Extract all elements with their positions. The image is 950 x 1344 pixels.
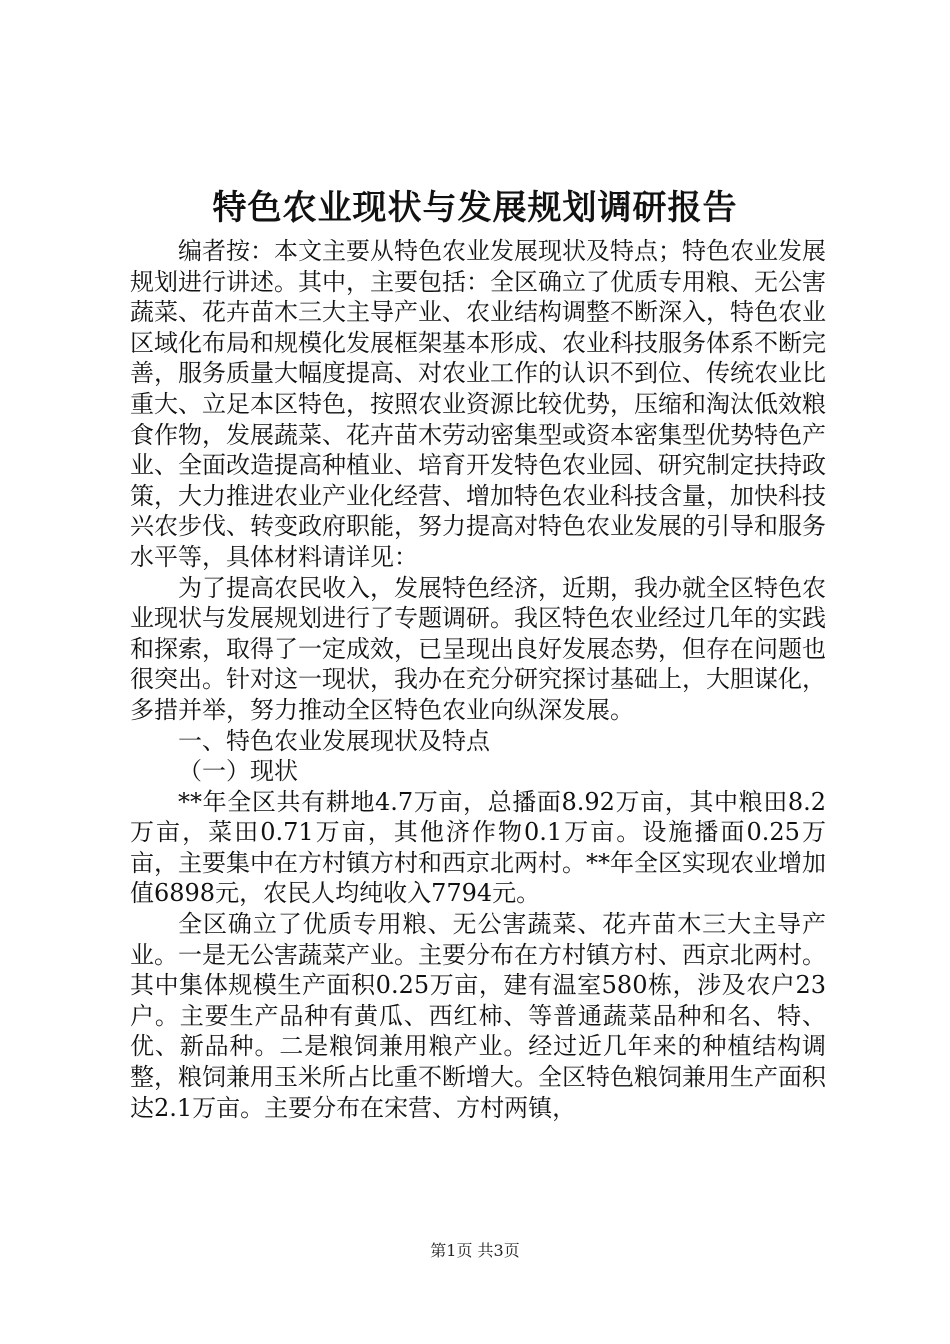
- statistics-paragraph: **年全区共有耕地4.7万亩，总播面8.92万亩，其中粮田8.2万亩，菜田0.71万亩，其他济作物0.1万亩。设施播面0.25万亩，主要集中在方村镇方村和西京北两村。**年全区实现农业增加值6898元，农民人均纯收入7794元。: [130, 787, 826, 908]
- page-footer: 第1页 共3页: [430, 1241, 520, 1260]
- editor-note-paragraph: 编者按：本文主要从特色农业发展现状及特点；特色农业发展规划进行讲述。其中，主要包括：全区确立了优质专用粮、无公害蔬菜、花卉苗木三大主导产业、农业结构调整不断深入，特色农业区域化布局和规模化发展框架基本形成、农业科技服务体系不断完善，服务质量大幅度提高、对农业工作的认识不到位、传统农业比重大、立足本区特色，按照农业资源比较优势，压缩和淘汰低效粮食作物，发展蔬菜、花卉苗木劳动密集型或资本密集型优势特色产业、全面改造提高种植业、培育开发特色农业园、研究制定扶持政策，大力推进农业产业化经营、增加特色农业科技含量，加快科技兴农步伐、转变政府职能，努力提高对特色农业发展的引导和服务水平等，具体材料请详见：: [130, 237, 826, 571]
- subsection-heading: （一）现状: [178, 757, 298, 786]
- document-body: [130, 236, 826, 1123]
- section-heading: 一、特色农业发展现状及特点: [178, 726, 490, 755]
- industries-paragraph: 全区确立了优质专用粮、无公害蔬菜、花卉苗木三大主导产业。一是无公害蔬菜产业。主要分布在方村镇方村、西京北两村。其中集体规模生产面积0.25万亩，建有温室580栋，涉及农户23户。主要生产品种有黄瓜、西红柿、等普通蔬菜品种和名、特、优、新品种。二是粮饲兼用粮产业。经过近几年来的种植结构调整，粮饲兼用玉米所占比重不断增大。全区特色粮饲兼用生产面积达2.1万亩。主要分布在宋营、方村两镇，: [130, 910, 826, 1122]
- document-title: 特色农业现状与发展规划调研报告: [212, 188, 738, 228]
- intro-paragraph: 为了提高农民收入，发展特色经济，近期，我办就全区特色农业现状与发展规划进行了专题调研。我区特色农业经过几年的实践和探索，取得了一定成效，已呈现出良好发展态势，但存在问题也很突出。针对这一现状，我办在充分研究探讨基础上，大胆谋化，多措并举，努力推动全区特色农业向纵深发展。: [130, 573, 826, 724]
